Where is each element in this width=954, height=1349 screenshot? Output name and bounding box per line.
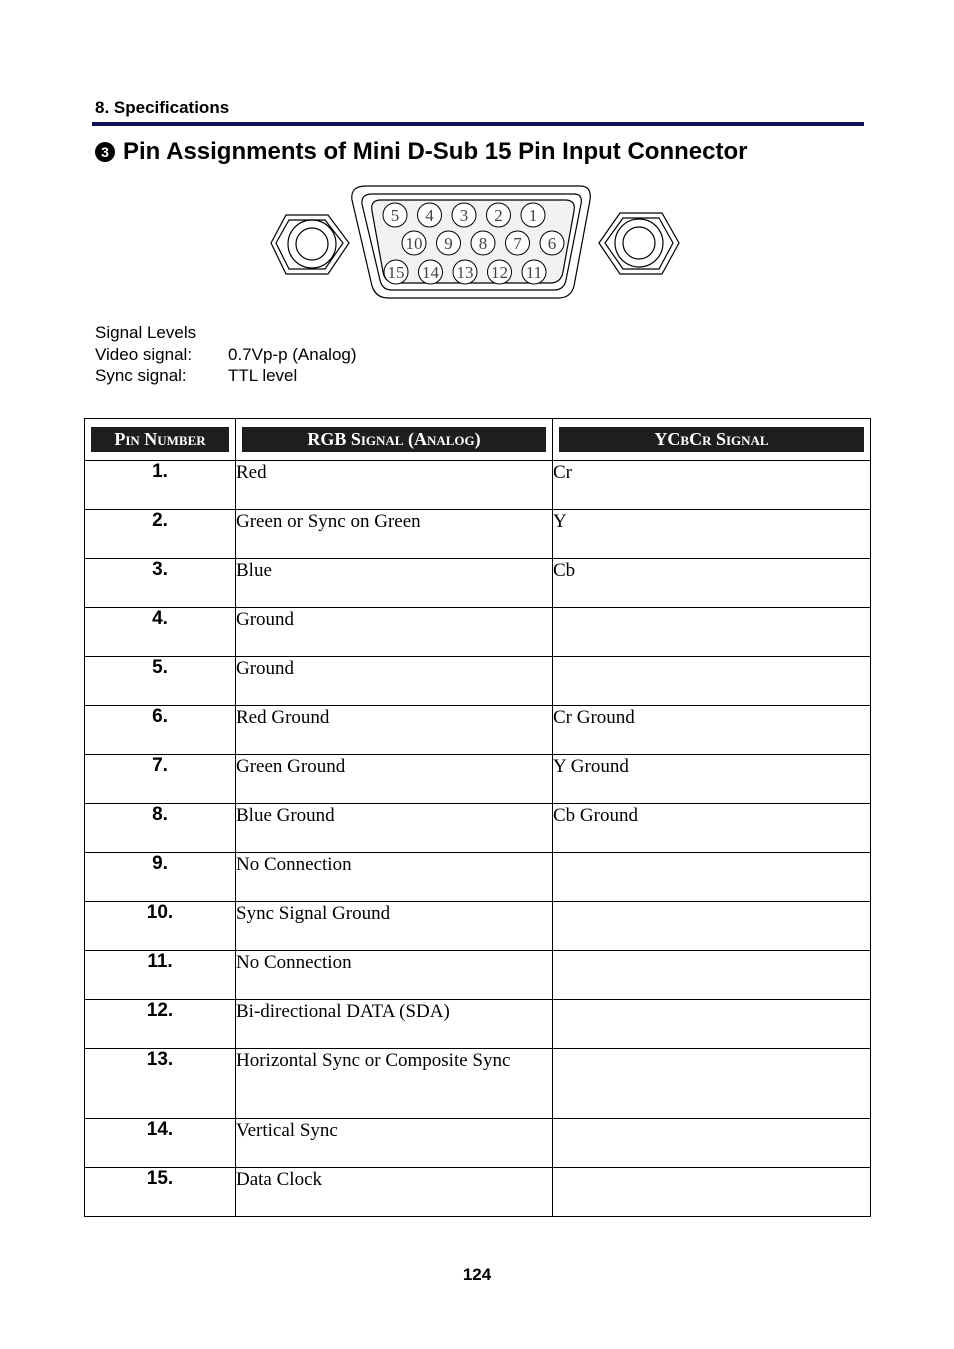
sync-signal-value: TTL level [228, 366, 298, 385]
pin-number-cell: 8. [85, 804, 236, 853]
header-cell-pin-number [85, 419, 236, 461]
header-rgb-signal: RGB Signal (Analog) [242, 427, 546, 452]
table-row [85, 804, 871, 853]
table-row [85, 1119, 871, 1168]
page-title-text: Pin Assignments of Mini D-Sub 15 Pin Input Connector [123, 138, 748, 165]
pin-label: 12 [491, 263, 508, 282]
pin-label: 13 [456, 263, 474, 282]
pin-label: 4 [425, 206, 434, 225]
rgb-signal-cell: Red Ground [236, 706, 553, 755]
pin-number-cell: 2. [85, 510, 236, 559]
rgb-signal-cell: Vertical Sync [236, 1119, 553, 1168]
pin-number-cell: 15. [85, 1168, 236, 1217]
number-bullet-icon: 3 [95, 142, 115, 162]
pin-number-cell: 14. [85, 1119, 236, 1168]
signal-levels [95, 322, 357, 387]
rgb-signal-cell: Red [236, 461, 553, 510]
rgb-signal-cell: Ground [236, 657, 553, 706]
pin-number-cell: 13. [85, 1049, 236, 1119]
pin-number-cell: 1. [85, 461, 236, 510]
rgb-signal-cell: Blue [236, 559, 553, 608]
page-title [95, 138, 747, 166]
table-row [85, 1168, 871, 1217]
table-row [85, 1049, 871, 1119]
pin-number-cell: 5. [85, 657, 236, 706]
pin-number-cell: 3. [85, 559, 236, 608]
mini-dsub-15-connector-diagram [268, 182, 684, 306]
table-header-row [85, 419, 871, 461]
table-row [85, 706, 871, 755]
rgb-signal-cell: Blue Ground [236, 804, 553, 853]
pin-label: 8 [478, 234, 488, 253]
pin-number-cell: 4. [85, 608, 236, 657]
header-cell-ycbcr-signal [553, 419, 871, 461]
video-signal-label: Video signal: [95, 344, 193, 364]
table-row [85, 1000, 871, 1049]
page-number: 124 [462, 1265, 492, 1284]
ycbcr-signal-cell [553, 1168, 871, 1217]
video-signal-value: 0.7Vp-p (Analog) [228, 344, 357, 364]
ycbcr-signal-cell [553, 1049, 871, 1119]
pin-label: 2 [494, 206, 503, 225]
ycbcr-signal-cell: Cb Ground [553, 804, 871, 853]
pin-number-cell: 7. [85, 755, 236, 804]
pin-label: 10 [405, 234, 423, 253]
ycbcr-signal-cell [553, 951, 871, 1000]
sync-signal-row [95, 365, 357, 387]
pin-number-cell: 9. [85, 853, 236, 902]
table-row [85, 559, 871, 608]
pin-label: 11 [525, 263, 543, 282]
pin-number-cell: 12. [85, 1000, 236, 1049]
table-row [85, 608, 871, 657]
ycbcr-signal-cell: Cr Ground [553, 706, 871, 755]
ycbcr-signal-cell [553, 902, 871, 951]
sync-signal-label: Sync signal: [95, 366, 187, 385]
pin-label: 1 [528, 206, 538, 225]
rgb-signal-cell: Green or Sync on Green [236, 510, 553, 559]
left-screw-icon [271, 215, 349, 274]
pin-number-cell: 11. [85, 951, 236, 1000]
table-row [85, 951, 871, 1000]
ycbcr-signal-cell: Y Ground [553, 755, 871, 804]
table-row [85, 755, 871, 804]
signal-levels-heading: Signal Levels [95, 323, 197, 342]
rgb-signal-cell: Sync Signal Ground [236, 902, 553, 951]
pin-label: 6 [547, 234, 557, 253]
ycbcr-signal-cell [553, 657, 871, 706]
header-cell-rgb-signal [236, 419, 553, 461]
pin-number-cell: 6. [85, 706, 236, 755]
rgb-signal-cell: Ground [236, 608, 553, 657]
ycbcr-signal-cell [553, 1119, 871, 1168]
ycbcr-signal-cell: Y [553, 510, 871, 559]
video-signal-row [95, 344, 357, 366]
pin-number-cell: 10. [85, 902, 236, 951]
pin-label: 15 [387, 263, 405, 282]
pin-assignment-table [84, 418, 871, 1217]
ycbcr-signal-cell [553, 608, 871, 657]
table-row [85, 853, 871, 902]
pin-label: 5 [390, 206, 400, 225]
table-row [85, 902, 871, 951]
rgb-signal-cell: Bi-directional DATA (SDA) [236, 1000, 553, 1049]
table-row [85, 657, 871, 706]
ycbcr-signal-cell: Cb [553, 559, 871, 608]
ycbcr-signal-cell: Cr [553, 461, 871, 510]
rgb-signal-cell: Horizontal Sync or Composite Sync [236, 1049, 553, 1119]
pin-label: 3 [459, 206, 469, 225]
table-row [85, 461, 871, 510]
table-row [85, 510, 871, 559]
ycbcr-signal-cell [553, 1000, 871, 1049]
header-rule [92, 122, 864, 126]
pin-label: 7 [513, 234, 522, 253]
section-header: 8. Specifications [95, 98, 230, 117]
rgb-signal-cell: Data Clock [236, 1168, 553, 1217]
pin-label: 14 [422, 263, 439, 282]
rgb-signal-cell: No Connection [236, 853, 553, 902]
header-ycbcr-signal: YCbCr Signal [559, 427, 864, 452]
right-screw-icon [599, 213, 679, 274]
rgb-signal-cell: No Connection [236, 951, 553, 1000]
pin-label: 9 [444, 234, 453, 253]
header-pin-number: Pin Number [91, 427, 229, 452]
ycbcr-signal-cell [553, 853, 871, 902]
rgb-signal-cell: Green Ground [236, 755, 553, 804]
